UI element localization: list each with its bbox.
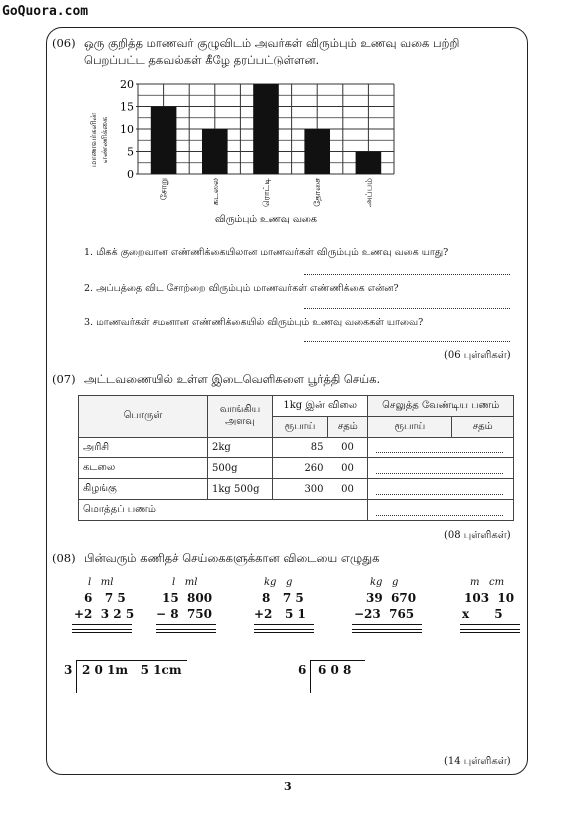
q8-text: பின்வரும் கணிதச் செய்கைகளுக்கான விடையை எழுதுக [84, 551, 380, 565]
chart-ylabel-line1: மாணவர்களின் [89, 112, 98, 168]
chart-y-ticks [120, 78, 138, 181]
header-price: 1kg இன் விலை [273, 396, 368, 417]
bar [356, 152, 382, 175]
problem-5-units: m cm [470, 577, 505, 588]
x-tick-label: தோசை [313, 178, 324, 207]
problem-5-row2: x 5 [462, 607, 503, 621]
problem-1-units: l ml [88, 577, 114, 588]
table-header-row [79, 396, 514, 417]
row-item: அரிசி [79, 437, 208, 458]
problem-2-units: l ml [172, 577, 198, 588]
row-cents: 00 [328, 458, 368, 479]
answer-line-2[interactable] [304, 308, 510, 309]
y-tick-label: 15 [120, 100, 134, 114]
problem-4-answer-rule[interactable] [352, 629, 422, 633]
page-number: 3 [284, 780, 292, 793]
x-tick-label: ரொட்டி [262, 178, 272, 207]
problem-4-units: kg g [370, 577, 399, 588]
row-qty: 1kg 500g [208, 479, 273, 500]
header-pay-rupees: ரூபாய் [368, 416, 452, 437]
q7-text: அட்டவணையில் உள்ள இடைவெளிகளை பூர்த்தி செய்க. [84, 372, 381, 386]
row-qty: 500g [208, 458, 273, 479]
problem-2-row1: 15 800 [162, 591, 213, 605]
total-blank[interactable] [368, 500, 514, 521]
q6-line2: பெறப்பட்ட தகவல்கள் கீழே தரப்பட்டுள்ளன. [84, 53, 320, 67]
problem-3-row2: +2 5 1 [254, 607, 306, 621]
table-row [79, 479, 514, 500]
q6-question-1: 1. மிகக் குறைவான எண்ணிக்கையிலான மாணவர்கள் விரும்பும் உணவு வகை யாது? [84, 247, 449, 258]
x-tick-label: அப்பம் [364, 178, 375, 207]
problem-4-row1: 39 670 [366, 591, 417, 605]
header-price-rupees: ரூபாய் [273, 416, 328, 437]
row-item: கடலை [79, 458, 208, 479]
problem-2-rule [156, 624, 216, 625]
bar [304, 129, 330, 174]
problem-3-units: kg g [264, 577, 293, 588]
row-pay-blank[interactable] [368, 458, 514, 479]
chart-xlabel: விரும்பும் உணவு வகை [215, 214, 317, 225]
y-tick-label: 0 [127, 168, 134, 181]
problem-4-rule [352, 624, 422, 625]
table-total-row [79, 500, 514, 521]
row-rupees: 300 [273, 479, 328, 500]
answer-line-3[interactable] [304, 341, 510, 342]
header-price-cents: சதம் [328, 416, 368, 437]
problem-3-rule [254, 624, 314, 625]
row-cents: 00 [328, 437, 368, 458]
header-pay-cents: சதம் [452, 416, 514, 437]
price-table [78, 395, 514, 521]
header-qty: வாங்கிய அளவு [208, 396, 273, 438]
total-label: மொத்தப் பணம் [79, 500, 368, 521]
division-2-divisor: 6 [298, 663, 307, 677]
problem-2-row2: − 8 750 [156, 607, 212, 621]
table-row [79, 437, 514, 458]
y-tick-label: 20 [120, 78, 134, 91]
row-cents: 00 [328, 479, 368, 500]
problem-3-answer-rule[interactable] [254, 629, 314, 633]
row-qty: 2kg [208, 437, 273, 458]
row-item: கிழங்கு [79, 479, 208, 500]
problem-5-rule [460, 624, 520, 625]
problem-5-answer-rule[interactable] [460, 629, 520, 633]
problem-5-row1: 103 10 [464, 591, 515, 605]
problem-2-answer-rule[interactable] [156, 629, 216, 633]
problem-4-row2: −23 765 [354, 607, 415, 621]
q6-number: (06) [52, 36, 76, 50]
x-tick-label: சோறு [159, 178, 170, 201]
q8-marks: (14 புள்ளிகள்) [444, 756, 511, 767]
row-rupees: 85 [273, 437, 328, 458]
division-1-divisor: 3 [64, 663, 73, 677]
problem-1-row1: 6 7 5 [84, 591, 126, 605]
chart-x-ticks [160, 177, 375, 207]
problem-1-answer-rule[interactable] [72, 629, 132, 633]
q7-marks: (08 புள்ளிகள்) [444, 530, 511, 541]
x-tick-label: கடலை [210, 178, 221, 206]
chart-ylabel-line2: எண்ணிக்கை [100, 116, 109, 164]
header-item: பொருள் [79, 396, 208, 438]
y-tick-label: 5 [127, 145, 134, 159]
bar [202, 129, 228, 174]
division-2-dividend: 6 0 8 [318, 663, 352, 677]
site-label: GoQuora.com [2, 4, 89, 19]
answer-line-1[interactable] [304, 274, 510, 275]
bar [151, 107, 177, 175]
table-row [79, 458, 514, 479]
y-tick-label: 10 [120, 123, 134, 136]
problem-1-rule [72, 624, 132, 625]
bar [253, 84, 279, 174]
row-pay-blank[interactable] [368, 437, 514, 458]
q8-number: (08) [52, 551, 76, 565]
q6-question-2: 2. அப்பத்தை விட சோற்றை விரும்பும் மாணவர்கள் எண்ணிக்கை என்ன? [84, 283, 399, 294]
q7-number: (07) [52, 372, 76, 386]
row-pay-blank[interactable] [368, 479, 514, 500]
food-preference-chart [70, 70, 400, 230]
row-rupees: 260 [273, 458, 328, 479]
problem-3-row1: 8 7 5 [262, 591, 304, 605]
q6-question-3: 3. மாணவர்கள் சமனான எண்ணிக்கையில் விரும்பும் உணவு வகைகள் யாவை? [84, 317, 424, 328]
q6-marks: (06 புள்ளிகள்) [444, 350, 511, 361]
division-1-dividend: 2 0 1m 5 1cm [82, 663, 182, 677]
problem-1-row2: +2 3 2 5 [74, 607, 135, 621]
q6-line1: ஒரு குறித்த மாணவர் குழுவிடம் அவர்கள் விரும்பும் உணவு வகை பற்றி [84, 36, 460, 50]
header-pay: செலுத்த வேண்டிய பணம் [368, 396, 514, 417]
